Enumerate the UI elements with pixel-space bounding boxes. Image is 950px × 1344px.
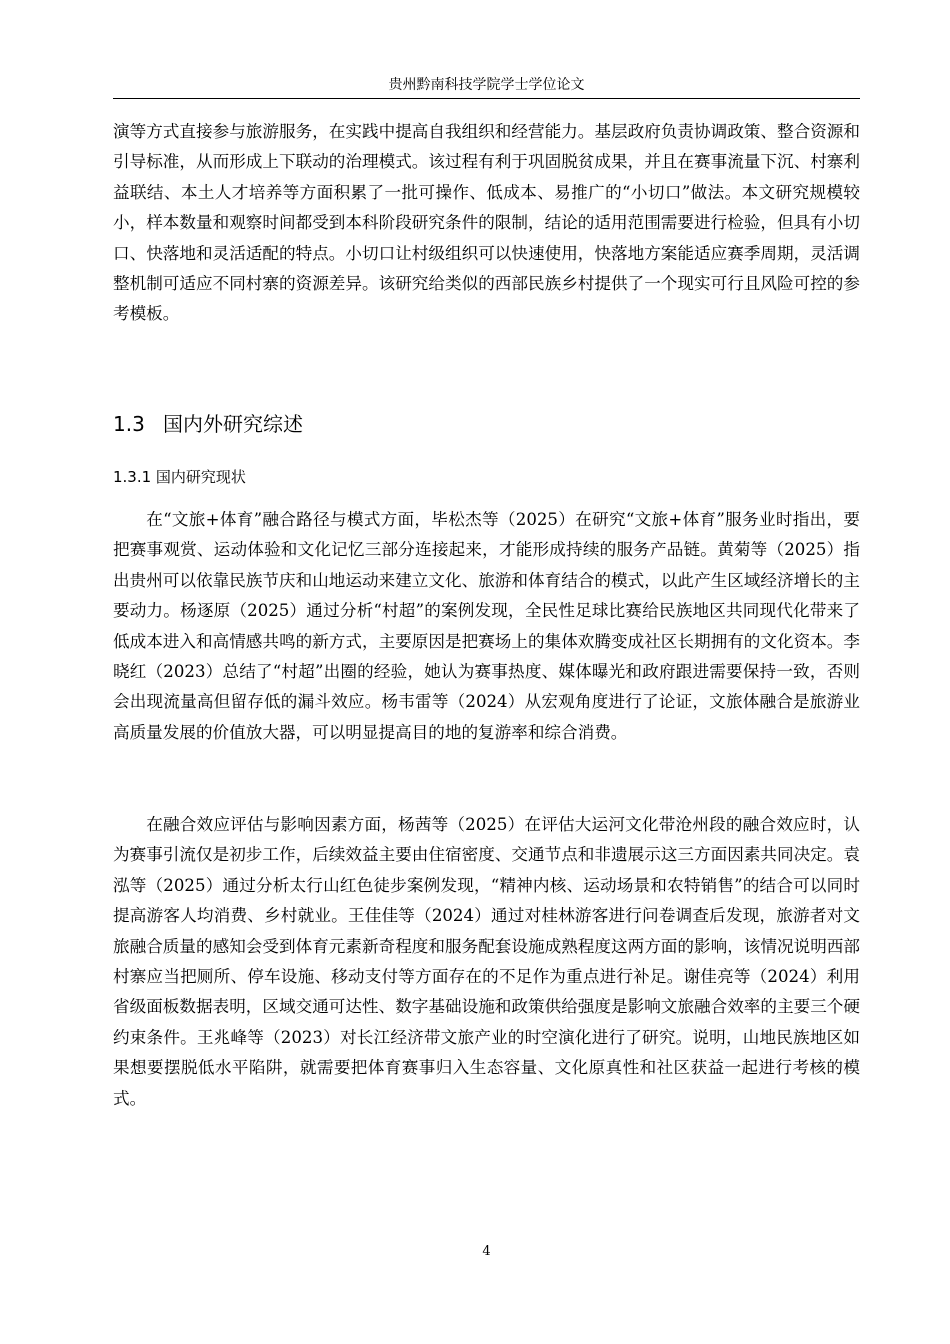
body-paragraph: 在融合效应评估与影响因素方面，杨茜等（2025）在评估大运河文化带沧州段的融合效应时，认为赛事引流仅是初步工作，后续效益主要由住宿密度、交通节点和非遗展示这三方面因素共同决定。袁泓等（2025）通过分析太行山红色徒步案例发现，“精神内核、运动场景和农特销售”的结合可以同时提高游客人均消费、乡村就业。王佳佳等（2024）通过对桂林游客进行问卷调查后发现，旅游者对文旅融合质量的感知会受到体育元素新奇程度和服务配套设施成熟程度这两方面的影响，该情况说明西部村寨应当把厕所、停车设施、移动支付等方面存在的不足作为重点进行补足。谢佳亮等（2024）利用省级面板数据表明，区域交通可达性、数字基础设施和政策供给强度是影响文旅融合效率的主要三个硬约束条件。王兆峰等（2023）对长江经济带文旅产业的时空演化进行了研究。说明，山地民族地区如果想要摆脱低水平陷阱，就需要把体育赛事归入生态容量、文化原真性和社区获益一起进行考核的模式。 xyxy=(113,815,860,1108)
section-title: 国内外研究综述 xyxy=(163,412,303,436)
subsection-heading: 1.3.1 国内研究现状 xyxy=(113,468,246,486)
body-paragraph: 演等方式直接参与旅游服务，在实践中提高自我组织和经营能力。基层政府负责协调政策、整合资源和引导标准，从而形成上下联动的治理模式。该过程有利于巩固脱贫成果，并且在赛事流量下沉、村寨利益联结、本土人才培养等方面积累了一批可操作、低成本、易推广的“小切口”做法。本文研究规模较小，样本数量和观察时间都受到本科阶段研究条件的限制，结论的适用范围需要进行检验，但具有小切口、快落地和灵活适配的特点。小切口让村级组织可以快速使用，快落地方案能适应赛季周期，灵活调整机制可适应不同村寨的资源差异。该研究给类似的西部民族乡村提供了一个现实可行且风险可控的参考模板。 xyxy=(113,122,860,324)
page-header: 贵州黔南科技学院学士学位论文 xyxy=(388,77,585,93)
section-number: 1.3 xyxy=(113,412,145,436)
body-paragraph: 在“文旅+体育”融合路径与模式方面，毕松杰等（2025）在研究“文旅+体育”服务业时指出，要把赛事观赏、运动体验和文化记忆三部分连接起来，才能形成持续的服务产品链。黄菊等（2025）指出贵州可以依靠民族节庆和山地运动来建立文化、旅游和体育结合的模式，以此产生区域经济增长的主要动力。杨逐原（2025）通过分析“村超”的案例发现，全民性足球比赛给民族地区共同现代化带来了低成本进入和高情感共鸣的新方式，主要原因是把赛场上的集体欢腾变成社区长期拥有的文化资本。李晓红（2023）总结了“村超”出圈的经验，她认为赛事热度、媒体曝光和政府跟进需要保持一致，否则会出现流量高但留存低的漏斗效应。杨韦雷等（2024）从宏观角度进行了论证，文旅体融合是旅游业高质量发展的价值放大器，可以明显提高目的地的复游率和综合消费。 xyxy=(113,510,860,742)
section-heading xyxy=(113,409,303,439)
page-number: 4 xyxy=(482,1244,491,1259)
header-divider xyxy=(113,98,860,99)
